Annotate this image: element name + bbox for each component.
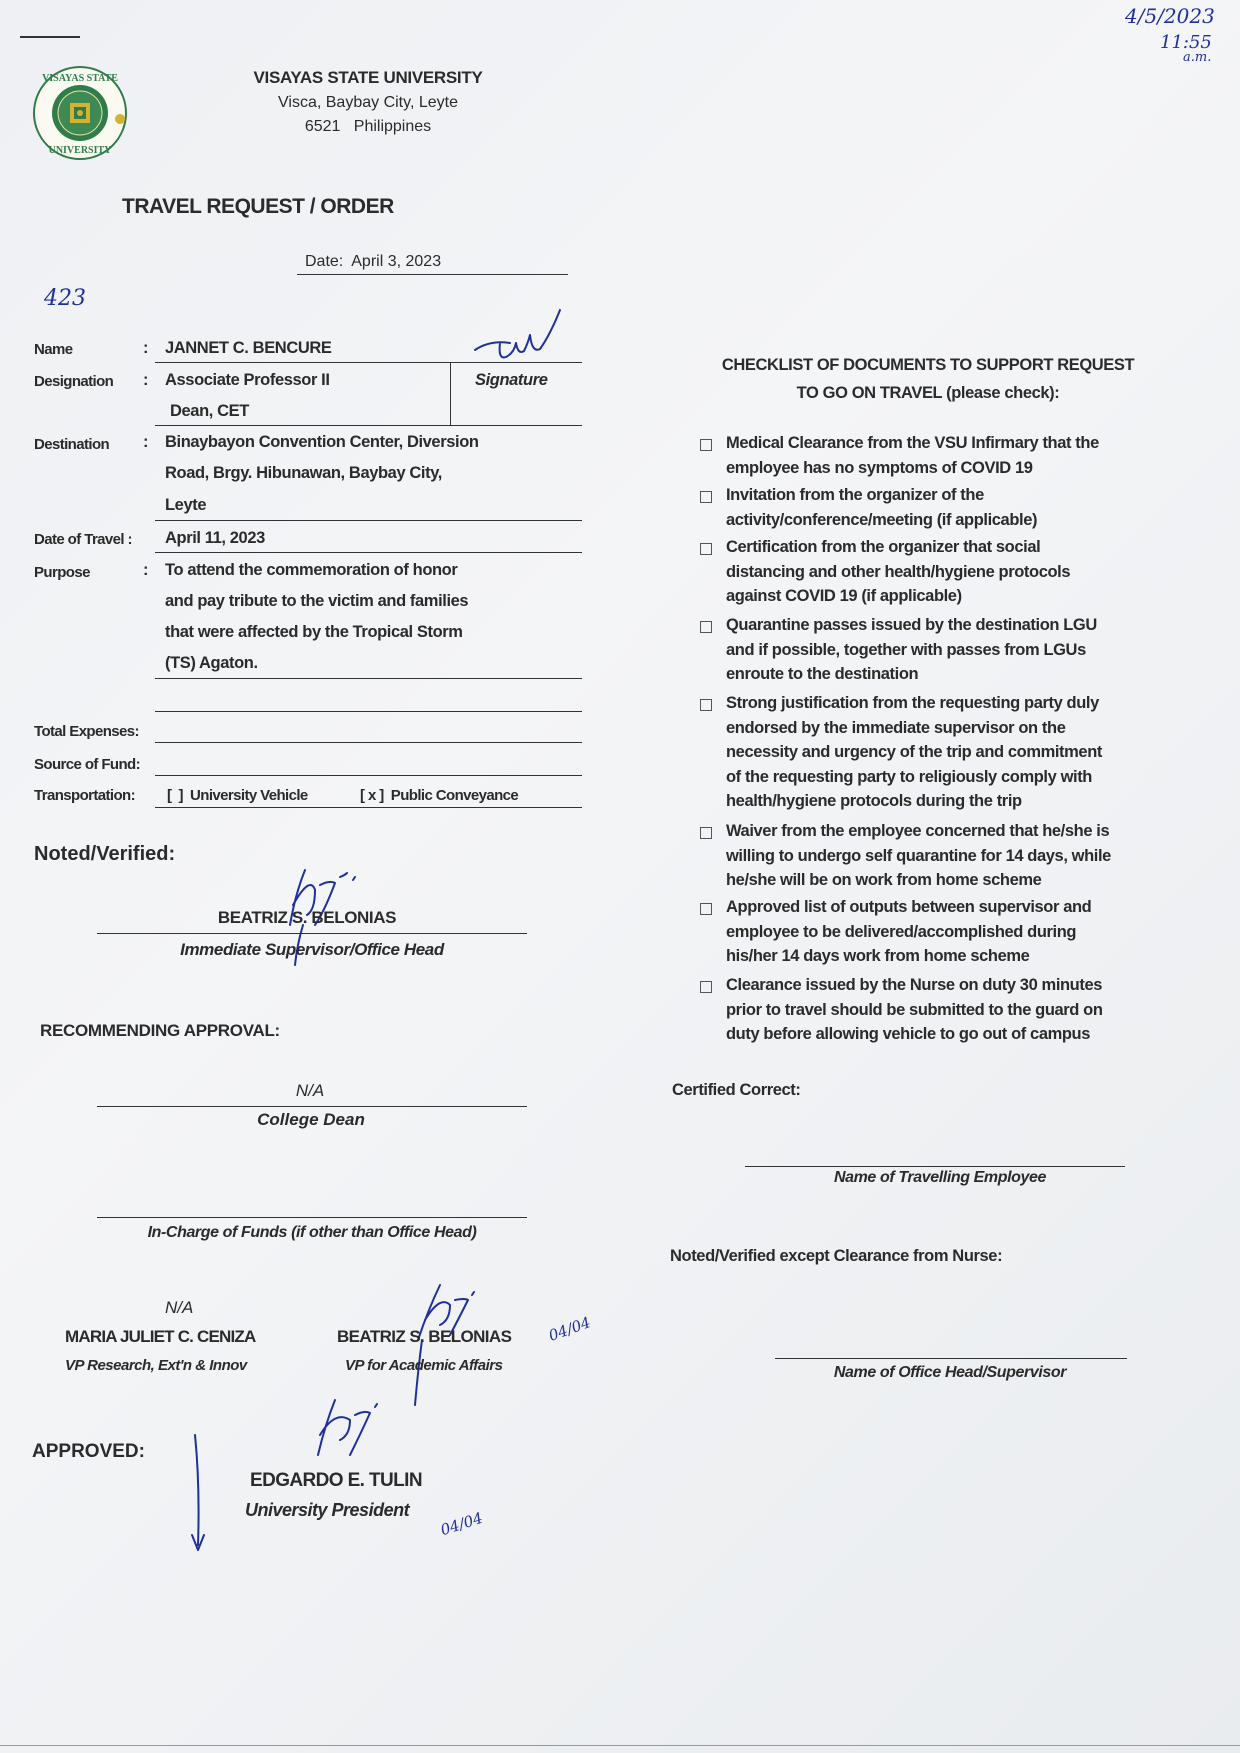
noted-verified-label: Noted/Verified: <box>34 843 176 865</box>
supervisor-name: BEATRIZ S. BELONIAS <box>217 908 397 927</box>
designation-line-2[interactable]: Dean, CET <box>170 402 249 420</box>
checklist-checkbox[interactable] <box>700 827 712 839</box>
colon: : <box>143 433 149 451</box>
checklist-checkbox[interactable] <box>700 543 712 555</box>
applicant-signature <box>470 305 580 365</box>
funds-title: In-Charge of Funds (if other than Office Head) <box>147 1224 477 1241</box>
checklist-item-text: prior to travel should be submitted to the guard on <box>726 1000 1103 1019</box>
received-ampm: a.m. <box>1183 50 1212 65</box>
checklist-checkbox[interactable] <box>700 981 712 993</box>
vpaa-name: BEATRIZ S. BELONIAS <box>337 1327 512 1346</box>
date-underline <box>297 274 568 275</box>
destination-underline <box>155 520 582 521</box>
signature-label: Signature <box>475 371 548 389</box>
name-label: Name <box>34 341 73 358</box>
checklist-item-text: and if possible, together with passes from LGUs <box>726 640 1086 659</box>
vp-research-value: N/A <box>165 1298 194 1317</box>
recommending-approval-label: RECOMMENDING APPROVAL: <box>40 1021 280 1040</box>
designation-label: Designation <box>34 373 114 390</box>
designation-line-1[interactable]: Associate Professor II <box>165 371 330 389</box>
approved-label: APPROVED: <box>32 1441 145 1462</box>
transport-public-conveyance-option[interactable]: [ x ] Public Conveyance <box>360 787 519 804</box>
transport-university-vehicle-option[interactable]: [ ] University Vehicle <box>167 787 308 804</box>
checklist-checkbox[interactable] <box>700 903 712 915</box>
dean-line <box>97 1106 527 1107</box>
address-line-1: Visca, Baybay City, Leyte <box>278 94 458 111</box>
received-date: 4/5/2023 <box>1125 4 1215 28</box>
purpose-underline <box>155 678 582 679</box>
address-line-2: 6521 Philippines <box>304 118 432 135</box>
supervisor-title: Immediate Supervisor/Office Head <box>180 940 444 959</box>
destination-label: Destination <box>34 436 110 453</box>
form-date: Date: April 3, 2023 <box>305 253 442 270</box>
vp-research-name: MARIA JULIET C. CENIZA <box>65 1327 256 1346</box>
checklist-item-text: of the requesting party to religiously comply with <box>726 767 1092 786</box>
total-expenses-field[interactable] <box>155 742 582 743</box>
blank-line <box>155 711 582 712</box>
institution-name: VISAYAS STATE UNIVERSITY <box>253 68 483 87</box>
purpose-label: Purpose <box>34 564 90 581</box>
checklist-item-text: Approved list of outputs between supervisor and <box>726 898 1092 916</box>
purpose-line-3[interactable]: that were affected by the Tropical Storm <box>165 623 463 641</box>
checklist-item-text: willing to undergo self quarantine for 14 days, while <box>726 846 1111 865</box>
checklist-item-text: Strong justification from the requesting party duly <box>726 694 1099 712</box>
president-name: EDGARDO E. TULIN <box>250 1470 422 1491</box>
purpose-line-4[interactable]: (TS) Agaton. <box>165 654 258 672</box>
svg-text:UNIVERSITY: UNIVERSITY <box>48 145 112 156</box>
colon: : <box>143 561 149 579</box>
form-title: TRAVEL REQUEST / ORDER <box>122 195 394 218</box>
checklist-item-text: employee to be delivered/accomplished during <box>726 922 1077 941</box>
checklist-item-text: Certification from the organizer that social <box>726 538 1041 556</box>
checklist-item-text: Waiver from the employee concerned that he/she is <box>726 822 1110 840</box>
date-of-travel-label: Date of Travel : <box>34 531 132 548</box>
name-value[interactable]: JANNET C. BENCURE <box>165 339 332 357</box>
office-head-signature-line[interactable] <box>775 1358 1127 1359</box>
purpose-line-1[interactable]: To attend the commemoration of honor <box>165 561 458 579</box>
funds-line <box>97 1217 527 1218</box>
checklist-checkbox[interactable] <box>700 699 712 711</box>
checklist-item-text: his/her 14 days work from home scheme <box>726 947 1030 965</box>
transport-underline <box>155 807 582 808</box>
destination-line-1[interactable]: Binaybayon Convention Center, Diversion <box>165 433 479 451</box>
checklist-item-text: Medical Clearance from the VSU Infirmary that the <box>726 434 1099 452</box>
control-number: 423 <box>44 286 86 311</box>
checklist-item-text: endorsed by the immediate supervisor on the <box>726 718 1066 737</box>
checklist-item-text: activity/conference/meeting (if applicable) <box>726 510 1038 529</box>
checklist-item-text: duty before allowing vehicle to go out of campus <box>726 1025 1090 1043</box>
svg-text:VISAYAS STATE: VISAYAS STATE <box>42 73 118 84</box>
destination-line-2[interactable]: Road, Brgy. Hibunawan, Baybay City, <box>165 464 442 482</box>
page-bottom-edge <box>0 1745 1240 1746</box>
checklist-item-text: health/hygiene protocols during the trip <box>726 792 1022 810</box>
certified-correct-label: Certified Correct: <box>672 1081 801 1099</box>
date-of-travel-value[interactable]: April 11, 2023 <box>165 529 265 547</box>
checklist-heading-line-1: CHECKLIST OF DOCUMENTS TO SUPPORT REQUEST <box>721 356 1135 374</box>
checklist-checkbox[interactable] <box>700 491 712 503</box>
total-expenses-label: Total Expenses: <box>34 723 139 740</box>
checklist-item-text: Invitation from the organizer of the <box>726 486 984 504</box>
travel-date-underline <box>155 552 582 553</box>
vpaa-date-note: 04/04 <box>546 1313 594 1345</box>
destination-line-3[interactable]: Leyte <box>165 496 207 514</box>
checklist-checkbox[interactable] <box>700 439 712 451</box>
signature-divider <box>450 362 451 425</box>
noted-except-nurse-label: Noted/Verified except Clearance from Nurse: <box>670 1247 1003 1265</box>
scan-mark <box>20 36 80 38</box>
dean-value: N/A <box>295 1081 325 1100</box>
source-of-fund-field[interactable] <box>155 775 582 776</box>
checklist-item-text: he/she will be on work from home scheme <box>726 871 1042 889</box>
checklist-item-text: distancing and other health/hygiene protocols <box>726 562 1071 581</box>
vp-research-title: VP Research, Ext'n & Innov <box>65 1357 247 1374</box>
president-title: University President <box>245 1500 410 1520</box>
purpose-line-2[interactable]: and pay tribute to the victim and families <box>165 592 469 610</box>
checklist-item-text: against COVID 19 (if applicable) <box>726 587 962 605</box>
checklist-item-text: Clearance issued by the Nurse on duty 30 minutes <box>726 976 1103 994</box>
colon: : <box>143 339 149 357</box>
colon: : <box>143 371 149 389</box>
employee-signature-line[interactable] <box>745 1166 1125 1167</box>
received-time: 11:55 <box>1160 32 1212 53</box>
checklist-heading-line-2: TO GO ON TRAVEL (please check): <box>796 384 1060 402</box>
university-seal <box>32 65 128 161</box>
checklist-item-text: necessity and urgency of the trip and commitment <box>726 743 1102 761</box>
designation-underline <box>155 425 582 426</box>
office-head-title: Name of Office Head/Supervisor <box>833 1364 1067 1381</box>
vpaa-title: VP for Academic Affairs <box>345 1357 503 1374</box>
transportation-label: Transportation: <box>34 787 136 804</box>
checklist-item-text: Quarantine passes issued by the destination LGU <box>726 616 1097 634</box>
president-date-note: 04/04 <box>438 1508 485 1540</box>
dean-title: College Dean <box>257 1110 365 1129</box>
employee-title: Name of Travelling Employee <box>833 1169 1047 1186</box>
checklist-checkbox[interactable] <box>700 621 712 633</box>
checklist-item-text: enroute to the destination <box>726 665 919 683</box>
checklist-item-text: employee has no symptoms of COVID 19 <box>726 458 1033 477</box>
source-of-fund-label: Source of Fund: <box>34 756 140 773</box>
supervisor-line <box>97 933 527 934</box>
